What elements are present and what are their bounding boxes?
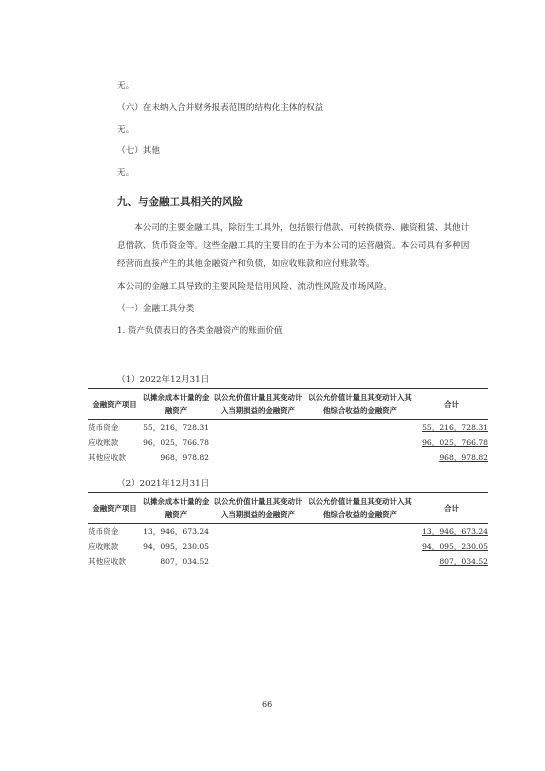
table-cell: 其他应收款 (88, 557, 126, 566)
table-cell (211, 435, 305, 450)
table-cell (305, 539, 415, 554)
table-caption: （2）2021年12月31日 (117, 479, 210, 489)
column-header: 以公允价值计量且其变动计入其他综合收益的金融资产 (308, 393, 412, 415)
table-row (88, 435, 488, 450)
table-row (88, 554, 488, 569)
table-row (88, 539, 488, 554)
table-cell (415, 450, 488, 465)
financial-assets-table-2021 (88, 492, 488, 569)
table-cell: 其他应收款 (88, 453, 126, 462)
paragraph-financial-instruments (117, 219, 495, 273)
text-none: 无。 (117, 168, 135, 178)
table-cell (211, 539, 305, 554)
table-cell: 应收账款 (88, 542, 119, 551)
total-value: 96，025，766.78 (422, 438, 488, 447)
total-value: 807，034.52 (439, 557, 488, 566)
table-cell: 55，216，728.31 (143, 423, 209, 432)
table-cell (305, 554, 415, 569)
table-cell: 968，978.82 (160, 453, 209, 462)
text-none: 无。 (117, 125, 135, 135)
total-value: 968，978.82 (439, 453, 488, 462)
table-row (88, 450, 488, 465)
section-heading-7: （七）其他 (117, 146, 160, 156)
column-header: 以公允价值计量且其变动计入当期损益的金融资产 (213, 497, 303, 519)
total-value: 94，095，230.05 (422, 542, 488, 551)
table-caption: （1）2022年12月31日 (117, 375, 210, 385)
table-row (88, 524, 488, 540)
text-none: 无。 (117, 81, 135, 91)
column-header: 以公允价值计量且其变动计入当期损益的金融资产 (213, 393, 303, 415)
table-header-row (88, 389, 488, 420)
table-cell: 13，946，673.24 (143, 527, 209, 536)
column-header: 以摊余成本计量的金融资产 (142, 393, 210, 415)
table-cell (305, 450, 415, 465)
table-cell (415, 435, 488, 450)
table-cell (211, 524, 305, 540)
paragraph-line: 息借款、货币资金等。这些金融工具的主要目的在于为本公司的运营融资。本公司具有多种因 (117, 241, 470, 251)
table-header-row (88, 493, 488, 524)
column-header: 以摊余成本计量的金融资产 (142, 497, 210, 519)
table-cell: 807，034.52 (160, 557, 209, 566)
page-number: 66 (262, 700, 273, 709)
section-9-heading: 九、与金融工具相关的风险 (117, 196, 243, 208)
table-cell: 货币资金 (88, 423, 119, 432)
column-header: 合计 (444, 503, 459, 513)
table-cell (305, 435, 415, 450)
section-heading-6: （六）在未纳入合并财务报表范围的结构化主体的权益 (117, 103, 324, 113)
column-header: 金融资产项目 (92, 503, 137, 513)
paragraph-line: 本公司的主要金融工具，除衍生工具外，包括银行借款、可转换债券、融资租赁、其他计 (134, 223, 470, 233)
table-cell (305, 524, 415, 540)
total-value: 55，216，728.31 (422, 423, 488, 432)
table-cell (211, 554, 305, 569)
table-cell (211, 450, 305, 465)
column-header: 合计 (444, 399, 459, 409)
column-header: 金融资产项目 (92, 399, 137, 409)
subsection-item: 1. 资产负债表日的各类金融资产的账面价值 (117, 326, 283, 336)
table-cell: 货币资金 (88, 527, 119, 536)
column-header: 以公允价值计量且其变动计入其他综合收益的金融资产 (308, 497, 412, 519)
table-cell (305, 420, 415, 436)
paragraph-risks: 本公司的金融工具导致的主要风险是信用风险、流动性风险及市场风险。 (117, 282, 393, 292)
table-cell (415, 539, 488, 554)
table-cell (211, 420, 305, 436)
table-cell (415, 524, 488, 540)
table-cell: 应收账款 (88, 438, 119, 447)
table-row (88, 420, 488, 436)
subsection-heading: （一）金融工具分类 (117, 304, 195, 314)
financial-assets-table-2022 (88, 388, 488, 465)
table-cell: 94，095，230.05 (143, 542, 209, 551)
table-cell: 96，025，766.78 (143, 438, 209, 447)
total-value: 13，946，673.24 (422, 527, 488, 536)
table-cell (415, 554, 488, 569)
paragraph-line: 经营而直接产生的其他金融资产和负债，如应收账款和应付账款等。 (117, 259, 375, 269)
table-cell (415, 420, 488, 436)
